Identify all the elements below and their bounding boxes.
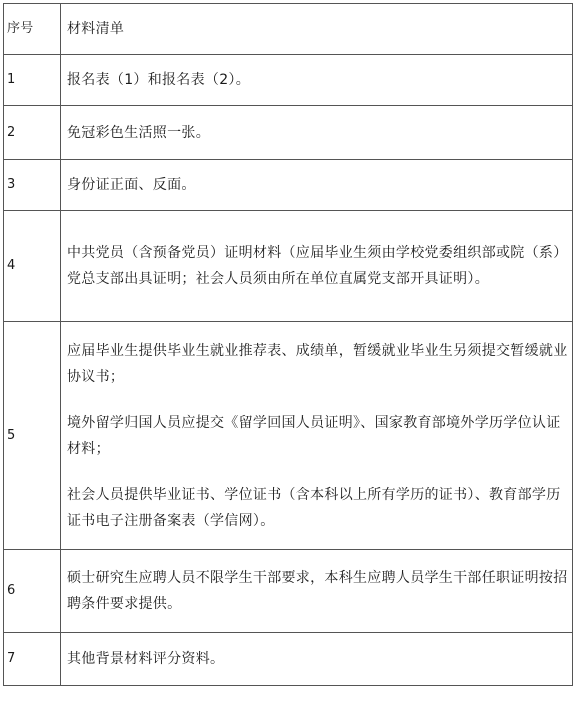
- content-paragraph: 社会人员提供毕业证书、学位证书（含本科以上所有学历的证书）、教育部学历证书电子注册备案表（学信网）。: [67, 486, 561, 529]
- row-number-cell: 1: [4, 55, 61, 106]
- row-content-cell: [61, 633, 573, 686]
- row-number-cell: 6: [4, 550, 61, 633]
- content-paragraph: 应届毕业生提供毕业生就业推荐表、成绩单，暂缓就业毕业生另须提交暂缓就业协议书；: [67, 342, 568, 385]
- row-content-cell: [61, 550, 573, 633]
- table-row: [4, 633, 573, 686]
- content-paragraph: 报名表（1）和报名表（2）。: [67, 72, 251, 88]
- row-number-cell: 5: [4, 322, 61, 550]
- table-row: [4, 160, 573, 211]
- table-row: [4, 322, 573, 550]
- row-content-cell: [61, 160, 573, 211]
- content-paragraph: 境外留学归国人员应提交《留学回国人员证明》、国家教育部境外学历学位认证材料；: [67, 414, 561, 457]
- row-number-cell: 4: [4, 211, 61, 322]
- content-paragraph: 其他背景材料评分资料。: [67, 651, 225, 667]
- header-content-cell: 材料清单: [61, 4, 573, 55]
- row-content-cell: [61, 211, 573, 322]
- materials-table: [3, 3, 573, 686]
- row-content-cell: [61, 106, 573, 160]
- table-row: [4, 55, 573, 106]
- row-content-cell: [61, 322, 573, 550]
- content-paragraph: 身份证正面、反面。: [67, 177, 196, 193]
- table-row: [4, 106, 573, 160]
- table-row: [4, 550, 573, 633]
- row-number-cell: 2: [4, 106, 61, 160]
- content-paragraph: 中共党员（含预备党员）证明材料（应届毕业生须由学校党委组织部或院（系）党总支部出具证明；社会人员须由所在单位直属党支部开具证明）。: [67, 245, 568, 287]
- table-header-row: [4, 4, 573, 55]
- content-paragraph: 免冠彩色生活照一张。: [67, 124, 210, 141]
- row-number-cell: 3: [4, 160, 61, 211]
- header-number-cell: 序号: [4, 4, 61, 55]
- content-paragraph: 硕士研究生应聘人员不限学生干部要求，本科生应聘人员学生干部任职证明按招聘条件要求提供。: [67, 570, 568, 612]
- row-content-cell: [61, 55, 573, 106]
- table-row: [4, 211, 573, 322]
- row-number-cell: 7: [4, 633, 61, 686]
